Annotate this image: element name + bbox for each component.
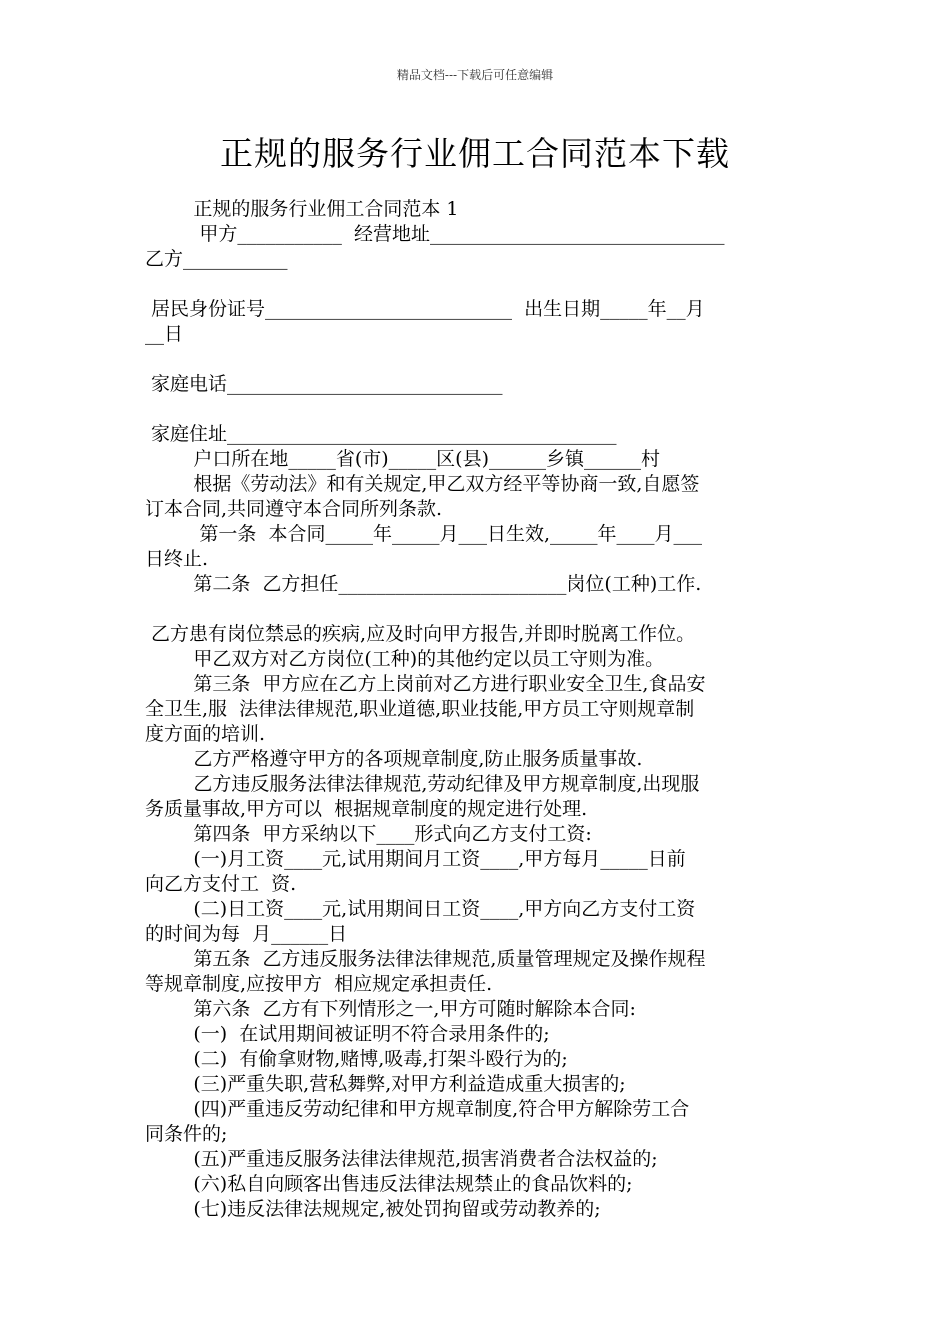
text-line: 度方面的培训. (145, 723, 266, 745)
text-line: 订本合同,共同遵守本合同所列条款. (145, 498, 443, 520)
text-line: 居民身份证号__________________________ 出生日期_____年__月 (145, 298, 705, 320)
text-line: 第六条 乙方有下列情形之一,甲方可随时解除本合同: (145, 998, 636, 1020)
text-line: 第五条 乙方违反服务法律法律规范,质量管理规定及操作规程 (145, 948, 706, 970)
text-line: __日 (145, 323, 184, 345)
text-line: 第二条 乙方担任________________________岗位(工种)工作. (145, 573, 702, 595)
text-line: 同条件的; (145, 1123, 228, 1145)
text-line: (二)日工资____元,试用期间日工资____,甲方向乙方支付工资 (145, 898, 696, 920)
text-line: 第一条 本合同_____年_____月___日生效,_____年____月___ (145, 523, 702, 545)
text-line: 等规章制度,应按甲方 相应规定承担责任. (145, 973, 493, 995)
text-line: 家庭住址_________________________________________ (145, 423, 617, 445)
text-line: 家庭电话_____________________________ (145, 373, 503, 395)
text-line: 乙方___________ (145, 248, 288, 270)
text-line: 的时间为每 月______日 (145, 923, 348, 945)
text-line: 正规的服务行业佣工合同范本 1 (145, 198, 459, 220)
text-line: 务质量事故,甲方可以 根据规章制度的规定进行处理. (145, 798, 588, 820)
text-line: 根据《劳动法》和有关规定,甲乙双方经平等协商一致,自愿签 (145, 473, 700, 495)
text-line: (七)违反法律法规规定,被处罚拘留或劳动教养的; (145, 1198, 601, 1220)
text-line: 向乙方支付工 资. (145, 873, 297, 895)
text-line: 第三条 甲方应在乙方上岗前对乙方进行职业安全卫生,食品安 (145, 673, 706, 695)
text-line: 乙方患有岗位禁忌的疾病,应及时向甲方报告,并即时脱离工作位。 (145, 623, 696, 645)
text-line: 第四条 甲方采纳以下____形式向乙方支付工资: (145, 823, 592, 845)
text-line: 日终止. (145, 548, 209, 570)
text-line: (二) 有偷拿财物,赌博,吸毒,打架斗殴行为的; (145, 1048, 568, 1070)
text-line: 户口所在地_____省(市)_____区(县)______乡镇______村 (145, 448, 660, 470)
header-note: 精品文档---下载后可任意编辑 (396, 68, 554, 82)
text-line: (六)私自向顾客出售违反法律法规禁止的食品饮料的; (145, 1173, 633, 1195)
text-line: (一) 在试用期间被证明不符合录用条件的; (145, 1023, 550, 1045)
text-line (145, 347, 810, 372)
document-title: 正规的服务行业佣工合同范本下载 (220, 134, 730, 173)
text-line: 全卫生,服 法律法律规范,职业道德,职业技能,甲方员工守则规章制 (145, 698, 695, 720)
text-line: (一)月工资____元,试用期间月工资____,甲方每月_____日前 (145, 848, 686, 870)
text-line: (五)严重违反服务法律法律规范,损害消费者合法权益的; (145, 1148, 658, 1170)
text-line: 乙方严格遵守甲方的各项规章制度,防止服务质量事故. (145, 748, 643, 770)
text-line: 甲乙双方对乙方岗位(工种)的其他约定以员工守则为准。 (145, 648, 665, 670)
text-line: 甲方___________ 经营地址_______________________________ (145, 223, 725, 245)
text-line: (三)严重失职,营私舞弊,对甲方利益造成重大损害的; (145, 1073, 626, 1095)
text-line (145, 397, 810, 422)
text-line: 乙方违反服务法律法律规范,劳动纪律及甲方规章制度,出现服 (145, 773, 700, 795)
text-line: (四)严重违反劳动纪律和甲方规章制度,符合甲方解除劳工合 (145, 1098, 690, 1120)
text-line (145, 597, 810, 622)
text-line (145, 272, 810, 297)
document-body (145, 197, 810, 1222)
